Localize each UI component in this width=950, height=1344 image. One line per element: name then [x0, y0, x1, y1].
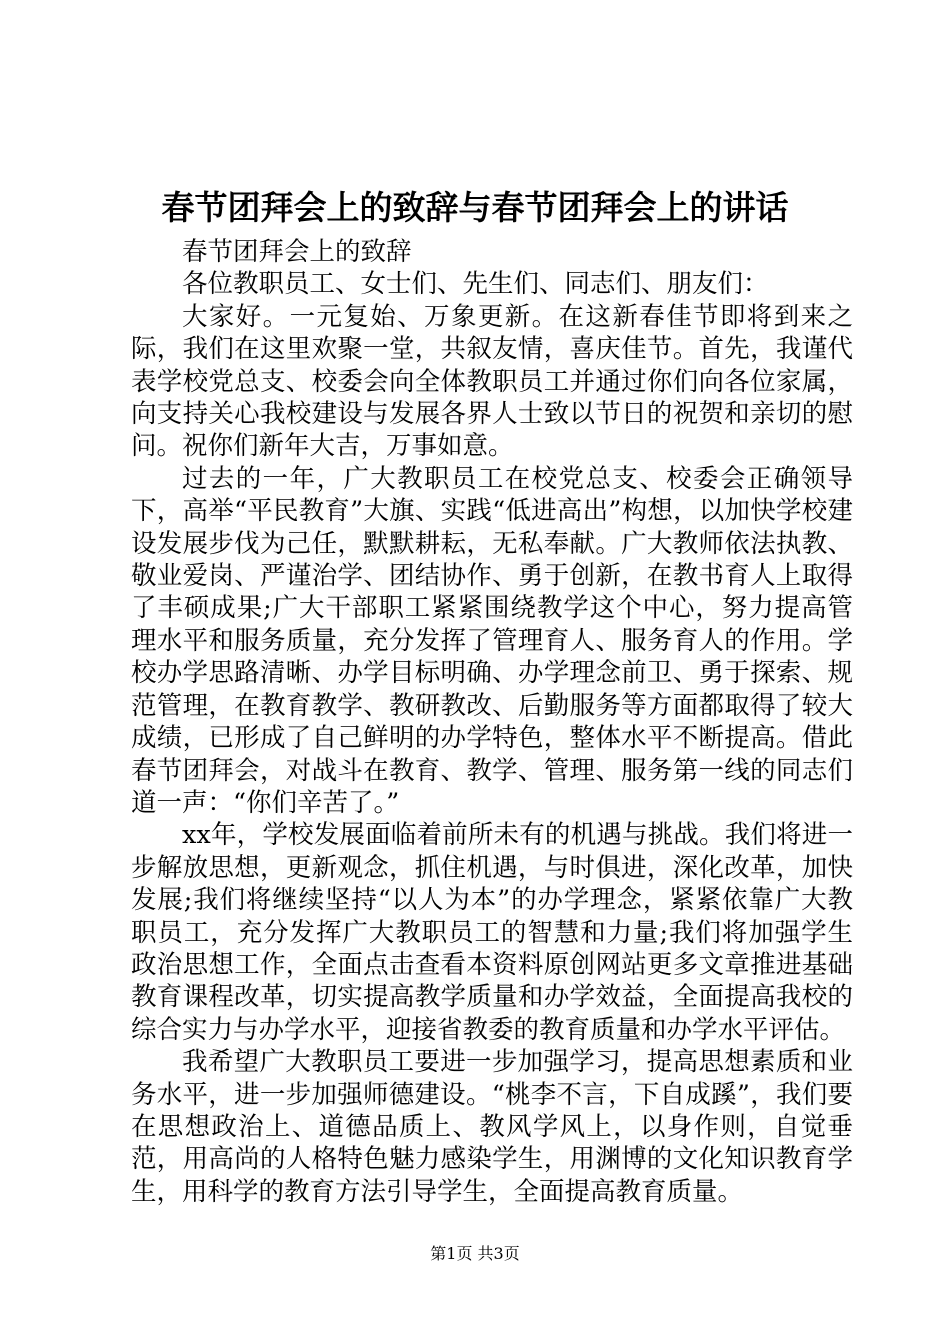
- paragraph-outlook: xx年，学校发展面临着前所未有的机遇与挑战。我们将进一步解放思想，更新观念，抓住机遇，与时俱进，深化改革，加快发展;我们将继续坚持“以人为本”的办学理念，紧紧依靠广大教职员工，充分发挥广大教职员工的智慧和力量;我们将加强学生政治思想工作，全面点击查看本资料原创网站更多文章推进基础教育课程改革，切实提高教学质量和办学效益，全面提高我校的综合实力与办学水平，迎接省教委的教育质量和办学水平评估。: [131, 820, 853, 1045]
- paragraph-salutation: 各位教职员工、女士们、先生们、同志们、朋友们：: [182, 269, 769, 300]
- paragraph-hope: 我希望广大教职员工要进一步加强学习，提高思想素质和业务水平，进一步加强师德建设。“桃李不言，下自成蹊”，我们要在思想政治上、道德品质上、教风学风上，以身作则，自觉垂范，用高尚的人格特色魅力感染学生，用渊博的文化知识教育学生，用科学的教育方法引导学生，全面提高教育质量。: [131, 1047, 853, 1207]
- paragraph-greeting: 大家好。一元复始、万象更新。在这新春佳节即将到来之际，我们在这里欢聚一堂，共叙友情，喜庆佳节。首先，我谨代表学校党总支、校委会向全体教职员工并通过你们向各位家属，向支持关心我校建设与发展各界人士致以节日的祝贺和亲切的慰问。祝你们新年大吉，万事如意。: [131, 301, 853, 462]
- paragraph-review: 过去的一年，广大教职员工在校党总支、校委会正确领导下，高举“平民教育”大旗、实践“低进高出”构想，以加快学校建设发展步伐为己任，默默耕耘，无私奉献。广大教师依法执教、敬业爱岗、严谨治学、团结协作、勇于创新，在教书育人上取得了丰硕成果;广大干部职工紧紧围绕教学这个中心，努力提高管理水平和服务质量，充分发挥了管理育人、服务育人的作用。学校办学思路清晰、办学目标明确、办学理念前卫、勇于探索、规范管理，在教育教学、教研教改、后勤服务等方面都取得了较大成绩，已形成了自己鲜明的办学特色，整体水平不断提高。借此春节团拜会，对战斗在教育、教学、管理、服务第一线的同志们道一声：“你们辛苦了。”: [131, 463, 853, 818]
- document-title: 春节团拜会上的致辞与春节团拜会上的讲话: [161, 188, 789, 227]
- paragraph-subtitle: 春节团拜会上的致辞: [182, 237, 412, 267]
- document-body: [131, 236, 853, 1208]
- page-footer: 第1页 共3页: [430, 1244, 520, 1263]
